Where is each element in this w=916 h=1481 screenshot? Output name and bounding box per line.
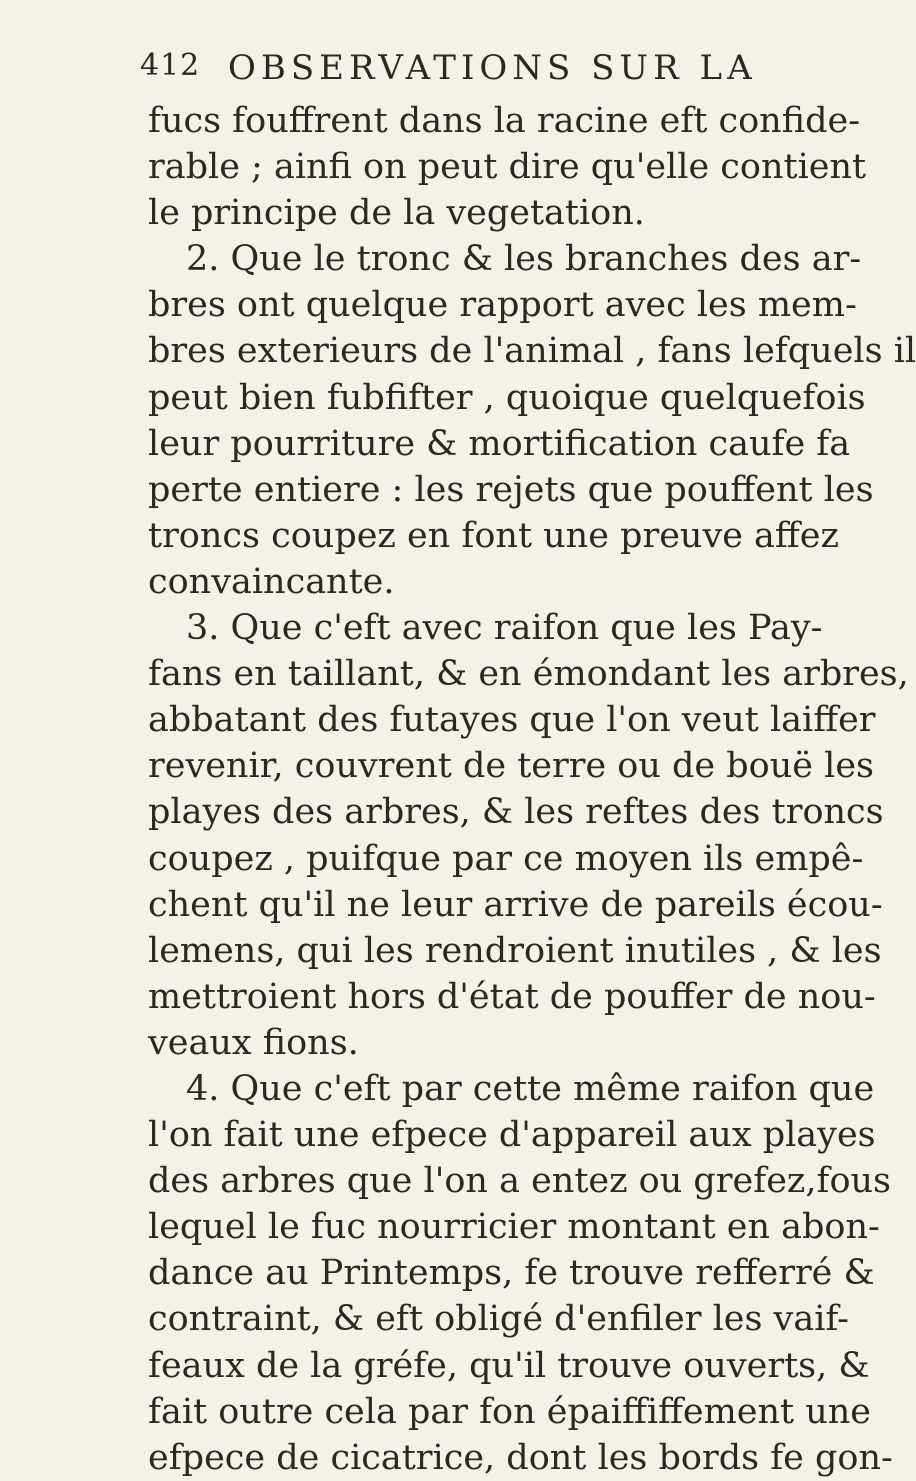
text-line: mettroient hors d'état de pouffer de nou- — [148, 976, 876, 1017]
text-line: fucs fouffrent dans la racine eft confide- — [148, 101, 861, 141]
text-line: leur pourriture & mortification caufe fa — [148, 423, 851, 464]
text-line: dance au Printemps, fe trouve refferré & — [148, 1253, 875, 1294]
text-line: 4. Que c'eft par cette même raifon que — [186, 1068, 875, 1109]
text-line: contraint, & eft obligé d'enfiler les vaif- — [148, 1299, 849, 1340]
text-line: 3. Que c'eft avec raifon que les Pay- — [186, 608, 823, 649]
text-line: revenir, couvrent de terre ou de bouë les — [148, 746, 874, 787]
text-line: bres ont quelque rapport avec les mem- — [148, 285, 857, 326]
text-line: lequel le fuc nourricier montant en abon- — [148, 1207, 880, 1248]
text-line: convaincante. — [148, 561, 395, 602]
text-line: chent qu'il ne leur arrive de pareils écou- — [148, 884, 883, 925]
text-line: bres exterieurs de l'animal , fans lefquels il — [148, 331, 916, 372]
text-line: efpece de cicatrice, dont les bords fe gon- — [148, 1437, 893, 1478]
running-head — [140, 48, 780, 96]
text-line: feaux de la gréfe, qu'il trouve ouverts, & — [148, 1345, 870, 1386]
text-line: 2. Que le tronc & les branches des ar- — [186, 239, 862, 280]
text-line: peut bien fubfifter , quoique quelquefois — [148, 377, 866, 418]
body-text — [148, 98, 916, 1481]
page-number: 412 — [140, 48, 201, 83]
text-line: abbatant des futayes que l'on veut laiffer — [148, 700, 876, 741]
text-line: veaux fions. — [148, 1022, 359, 1063]
text-line: le principe de la vegetation. — [148, 193, 645, 234]
text-line: playes des arbres, & les reftes des troncs — [148, 792, 884, 833]
text-line: fait outre cela par fon épaiffiffement une — [148, 1391, 872, 1432]
running-title: OBSERVATIONS SUR LA — [228, 48, 757, 88]
text-line: l'on fait une efpece d'appareil aux playes — [148, 1115, 876, 1156]
text-line: troncs coupez en font une preuve affez — [148, 515, 839, 556]
text-line: rable ; ainfi on peut dire qu'elle contient — [148, 147, 867, 188]
text-line: lemens, qui les rendroient inutiles , & les — [148, 930, 882, 971]
text-line: fans en taillant, & en émondant les arbres, — [148, 654, 909, 695]
text-line: coupez , puifque par ce moyen ils empê- — [148, 838, 864, 879]
text-line: perte entiere : les rejets que pouffent les — [148, 469, 874, 510]
text-line: des arbres que l'on a entez ou grefez,fous — [148, 1161, 892, 1202]
